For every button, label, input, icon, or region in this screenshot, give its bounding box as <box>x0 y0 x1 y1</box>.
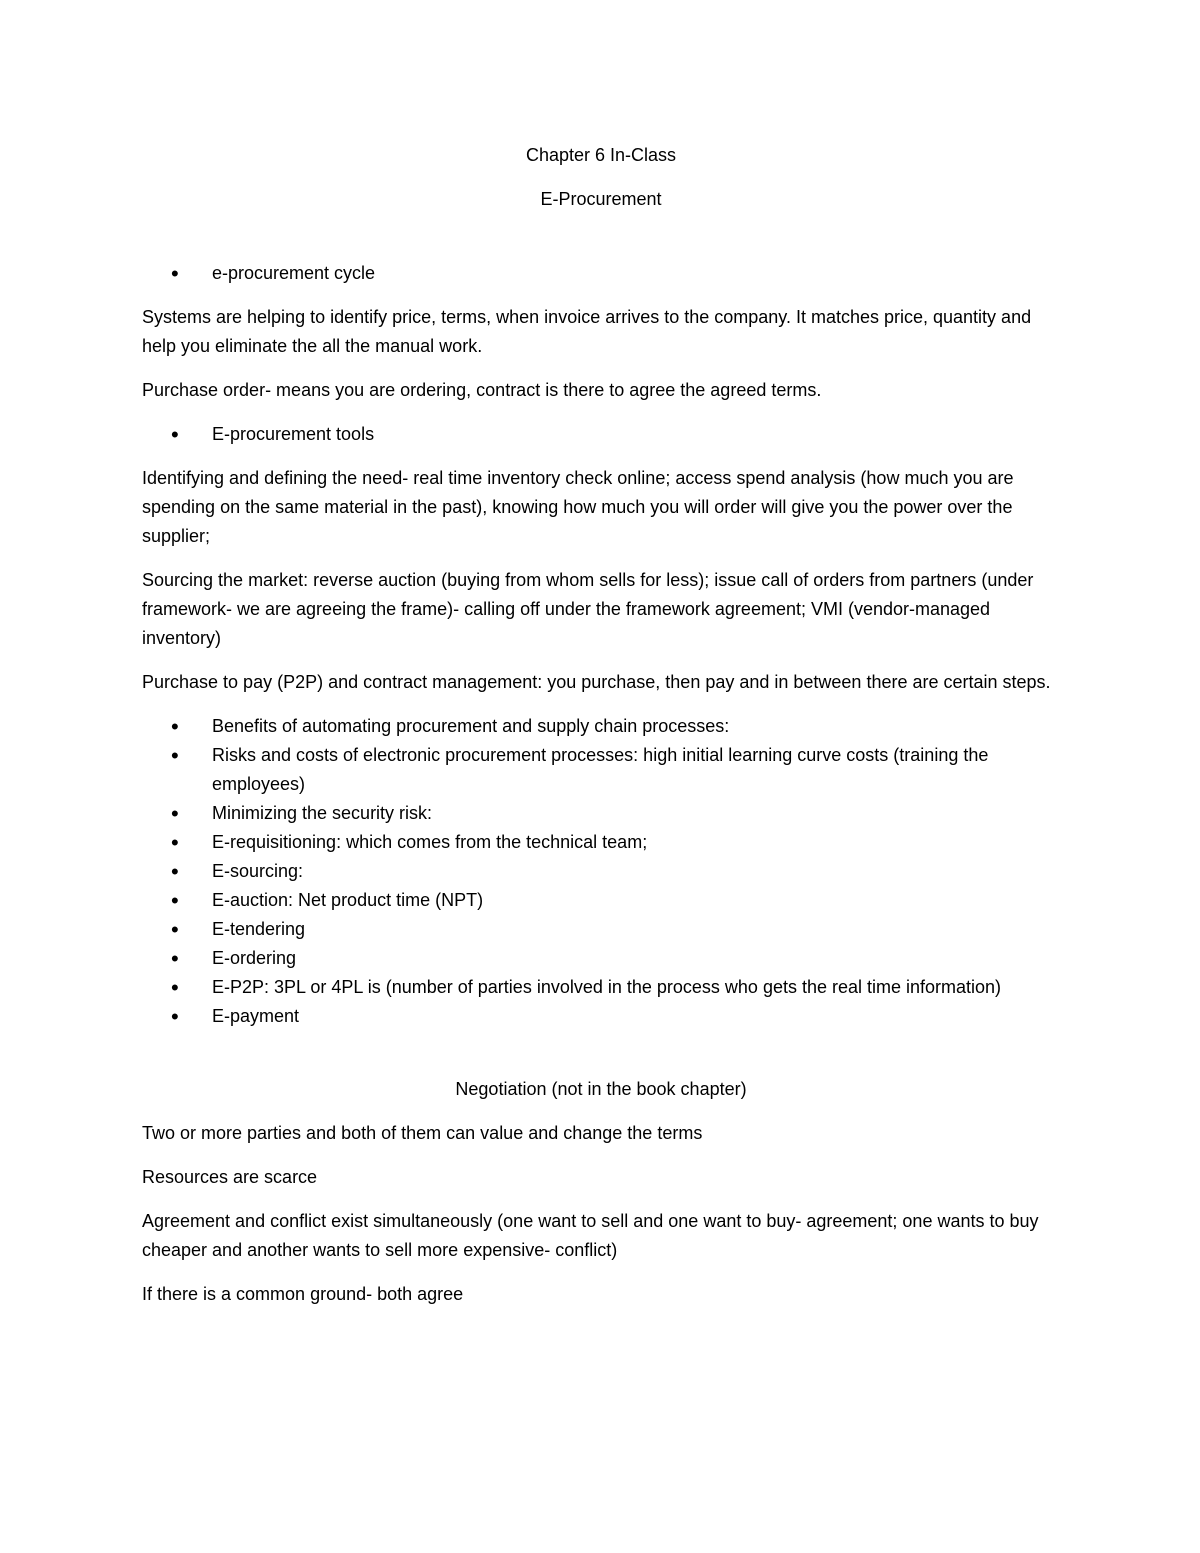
list-item: • E-P2P: 3PL or 4PL is (number of parties involved in the process who gets the real time information) <box>142 973 1060 1002</box>
paragraph-two-parties: Two or more parties and both of them can value and change the terms <box>142 1123 703 1143</box>
paragraph-systems: Systems are helping to identify price, terms, when invoice arrives to the company. It matches price, quantity and help you eliminate the all the manual work. <box>142 307 1032 356</box>
list-item: • E-ordering <box>142 944 1060 973</box>
list-item: • E-tendering <box>142 915 1060 944</box>
list-item: • Benefits of automating procurement and supply chain processes: <box>142 712 1060 741</box>
list-item: • E-auction: Net product time (NPT) <box>142 886 1060 915</box>
bullet-list-tools <box>142 420 1060 449</box>
document-body <box>142 141 1060 1324</box>
paragraph-purchase-order: Purchase order- means you are ordering, contract is there to agree the agreed terms. <box>142 380 822 400</box>
page-subtitle: E-Procurement <box>540 189 662 209</box>
paragraph-agreement-conflict: Agreement and conflict exist simultaneously (one want to sell and one want to buy- agreement; one wants to buy cheaper and another wants to sell more expensive- conflict) <box>142 1211 1039 1260</box>
bullet-list-topics <box>142 712 1060 1031</box>
list-item: • e-procurement cycle <box>142 259 1060 288</box>
paragraph-identifying-need: Identifying and defining the need- real time inventory check online; access spend analysis (how much you are spending on the same material in the past), knowing how much you will order will give you the power over the supplier; <box>142 468 1014 546</box>
page-title: Chapter 6 In-Class <box>525 145 677 165</box>
section-title-negotiation: Negotiation (not in the book chapter) <box>455 1079 747 1099</box>
paragraph-common-ground: If there is a common ground- both agree <box>142 1284 464 1304</box>
list-item: • Risks and costs of electronic procurement processes: high initial learning curve costs (training the employees) <box>142 741 1060 799</box>
paragraph-resources: Resources are scarce <box>142 1167 318 1187</box>
paragraph-purchase-to-pay: Purchase to pay (P2P) and contract management: you purchase, then pay and in between there are certain steps. <box>142 672 1051 692</box>
list-item: • E-requisitioning: which comes from the technical team; <box>142 828 1060 857</box>
bullet-list-cycle <box>142 259 1060 288</box>
paragraph-sourcing-market: Sourcing the market: reverse auction (buying from whom sells for less); issue call of orders from partners (under framework- we are agreeing the frame)- calling off under the framework agreement; VMI (vendor-managed inventory) <box>142 570 1034 648</box>
list-item: • Minimizing the security risk: <box>142 799 1060 828</box>
list-item: • E-procurement tools <box>142 420 1060 449</box>
list-item: • E-payment <box>142 1002 1060 1031</box>
list-item: • E-sourcing: <box>142 857 1060 886</box>
